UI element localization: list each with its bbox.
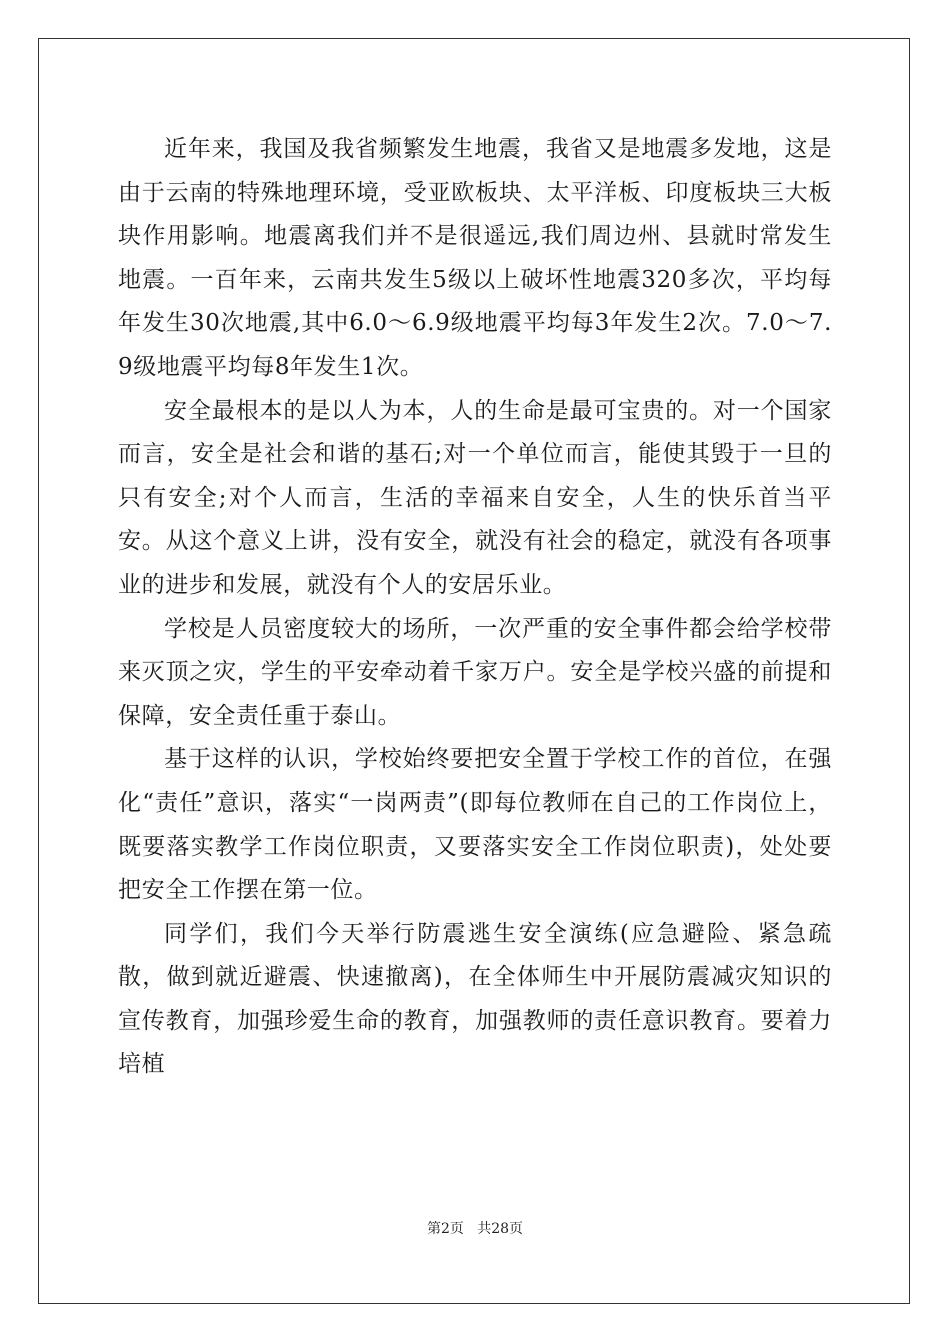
paragraph-responsibility: 基于这样的认识，学校始终要把安全置于学校工作的首位，在强化“责任”意识，落实“一岗两责”(即每位教师在自己的工作岗位上，既要落实教学工作岗位职责，又要落实安全工作岗位职责)，处处要把安全工作摆在第一位。 bbox=[118, 746, 832, 904]
paragraph-school-safety: 学校是人员密度较大的场所，一次严重的安全事件都会给学校带来灭顶之灾，学生的平安牵动着千家万户。安全是学校兴盛的前提和保障，安全责任重于泰山。 bbox=[118, 615, 832, 729]
paragraph-drill: 同学们，我们今天举行防震逃生安全演练(应急避险、紧急疏散，做到就近避震、快速撤离)，在全体师生中开展防震减灾知识的宣传教育，加强珍爱生命的教育，加强教师的责任意识教育。要着力培植 bbox=[118, 920, 832, 1078]
paragraph-earthquake-background: 近年来，我国及我省频繁发生地震，我省又是地震多发地，这是由于云南的特殊地理环境，受亚欧板块、太平洋板、印度板块三大板块作用影响。地震离我们并不是很遥远,我们周边州、县就时常发生地震。一百年来，云南共发生5级以上破坏性地震320多次，平均每年发生30次地震,其中6.0～6.9级地震平均每3年发生2次。7.0～7.9级地震平均每8年发生1次。 bbox=[118, 136, 832, 380]
page-number-footer: 第2页 共28页 bbox=[426, 1221, 524, 1237]
paragraph-safety-importance: 安全最根本的是以人为本，人的生命是最可宝贵的。对一个国家而言，安全是社会和谐的基石;对一个单位而言，能使其毁于一旦的只有安全;对个人而言，生活的幸福来自安全，人生的快乐首当平安。从这个意义上讲，没有安全，就没有社会的稳定，就没有各项事业的进步和发展，就没有个人的安居乐业。 bbox=[118, 397, 832, 598]
document-body bbox=[118, 128, 832, 1087]
